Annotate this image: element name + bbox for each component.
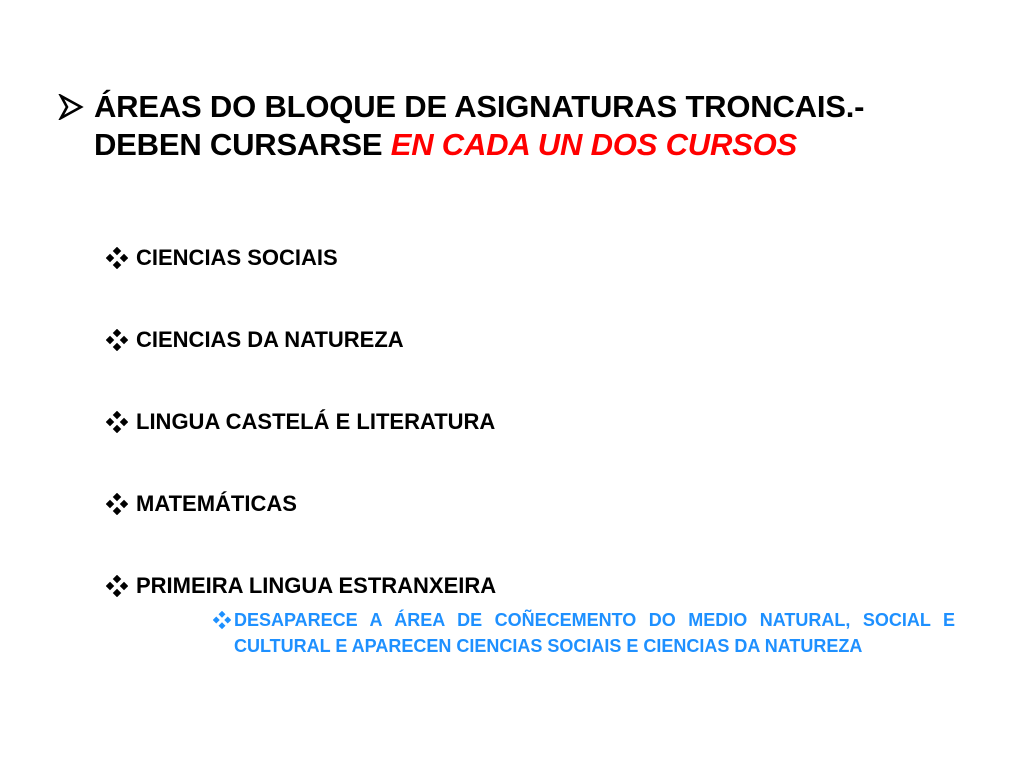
list-item xyxy=(106,238,496,278)
heading-emphasis-text: EN CADA UN DOS CURSOS xyxy=(390,127,798,162)
heading-main-text: ÁREAS DO BLOQUE DE ASIGNATURAS TRONCAIS.- DEBEN CURSARSE xyxy=(94,89,865,162)
list-item xyxy=(106,484,496,524)
list-item-label: MATEMÁTICAS xyxy=(136,491,297,516)
note-text: DESAPARECE A ÁREA DE COÑECEMENTO DO MEDIO NATURAL, SOCIAL E CULTURAL E APARECEN CIENCIAS SOCIAIS E CIENCIAS DA NATUREZA xyxy=(234,610,955,656)
diamond-bullet-icon xyxy=(106,247,130,269)
arrow-bullet-icon xyxy=(58,94,94,125)
list-item-label: CIENCIAS SOCIAIS xyxy=(136,245,338,270)
diamond-bullet-icon xyxy=(106,575,130,597)
diamond-bullet-icon xyxy=(106,411,130,433)
main-heading xyxy=(58,88,978,164)
list-item xyxy=(106,566,496,606)
list-item xyxy=(106,320,496,360)
diamond-bullet-icon xyxy=(106,493,130,515)
diamond-bullet-icon xyxy=(106,329,130,351)
list-item-label: CIENCIAS DA NATUREZA xyxy=(136,327,404,352)
list-item-label: LINGUA CASTELÁ E LITERATURA xyxy=(136,409,496,434)
heading-text xyxy=(94,88,978,164)
diamond-bullet-icon xyxy=(213,611,233,634)
note-item xyxy=(213,607,955,659)
subject-list xyxy=(106,238,496,606)
list-item-label: PRIMEIRA LINGUA ESTRANXEIRA xyxy=(136,573,497,598)
list-item xyxy=(106,402,496,442)
